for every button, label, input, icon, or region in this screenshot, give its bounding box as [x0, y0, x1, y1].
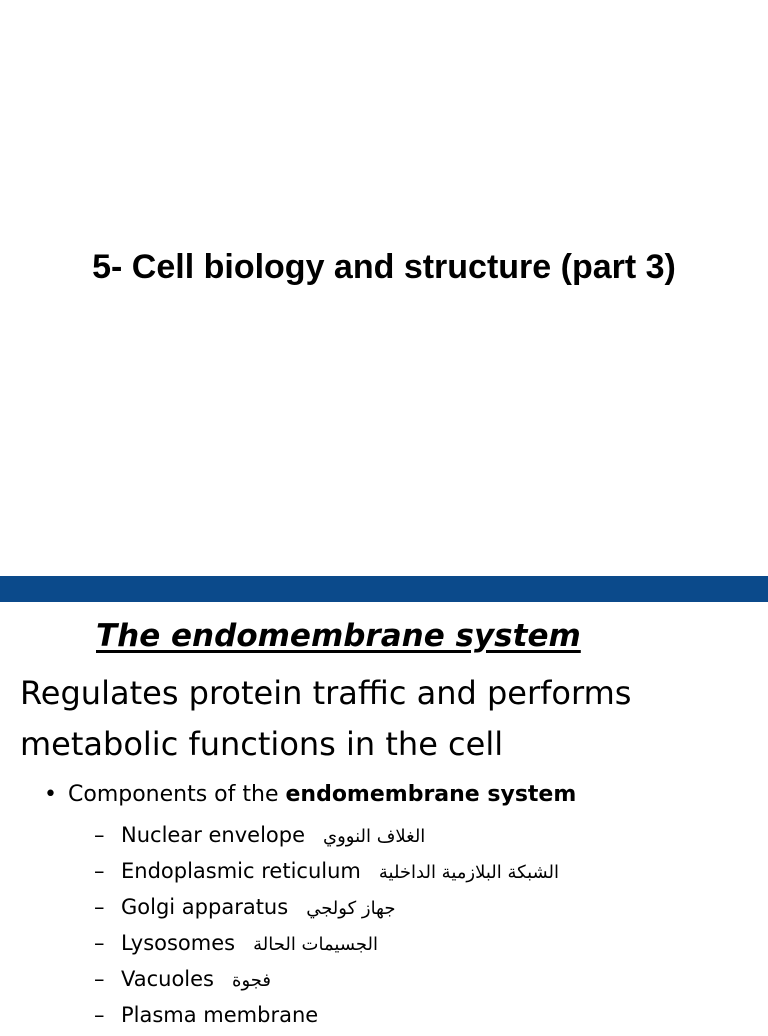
description: [20, 668, 760, 770]
dash-icon: –: [94, 859, 105, 883]
description-line-1: Regulates protein traffic and performs: [20, 674, 632, 712]
item-arabic: فجوة: [232, 970, 271, 991]
description-line-2: metabolic functions in the cell: [20, 725, 504, 763]
list-item: [94, 856, 559, 892]
bullet-components: [44, 782, 576, 807]
item-english: Vacuoles: [121, 967, 215, 991]
item-english: Nuclear envelope: [121, 823, 306, 847]
component-list: [94, 820, 559, 1036]
list-item: [94, 1000, 559, 1036]
item-english: Golgi apparatus: [121, 895, 289, 919]
content-slide: [0, 602, 768, 1027]
list-item: [94, 928, 559, 964]
dash-icon: –: [94, 1003, 105, 1027]
slide-divider-bar: [0, 576, 768, 602]
slide-title: 5- Cell biology and structure (part 3): [92, 248, 676, 286]
item-arabic: الشبكة البلازمية الداخلية: [378, 862, 560, 883]
item-arabic: جهاز كولجي: [306, 898, 396, 919]
item-english: Endoplasmic reticulum: [121, 859, 361, 883]
item-arabic: الجسيمات الحالة: [253, 934, 378, 955]
item-english: Lysosomes: [121, 931, 236, 955]
list-item: [94, 892, 559, 928]
dash-icon: –: [94, 823, 105, 847]
item-english: Plasma membrane: [121, 1003, 319, 1027]
dash-icon: –: [94, 895, 105, 919]
dash-icon: –: [94, 931, 105, 955]
bullet-text-prefix: Components of the: [68, 782, 286, 807]
item-arabic: الغلاف النووي: [323, 826, 426, 847]
list-item: [94, 820, 559, 856]
list-item: [94, 964, 559, 1000]
bullet-dot-icon: •: [44, 782, 57, 807]
section-heading: The endomembrane system: [96, 618, 581, 654]
bullet-text-bold: endomembrane system: [285, 782, 577, 807]
dash-icon: –: [94, 967, 105, 991]
